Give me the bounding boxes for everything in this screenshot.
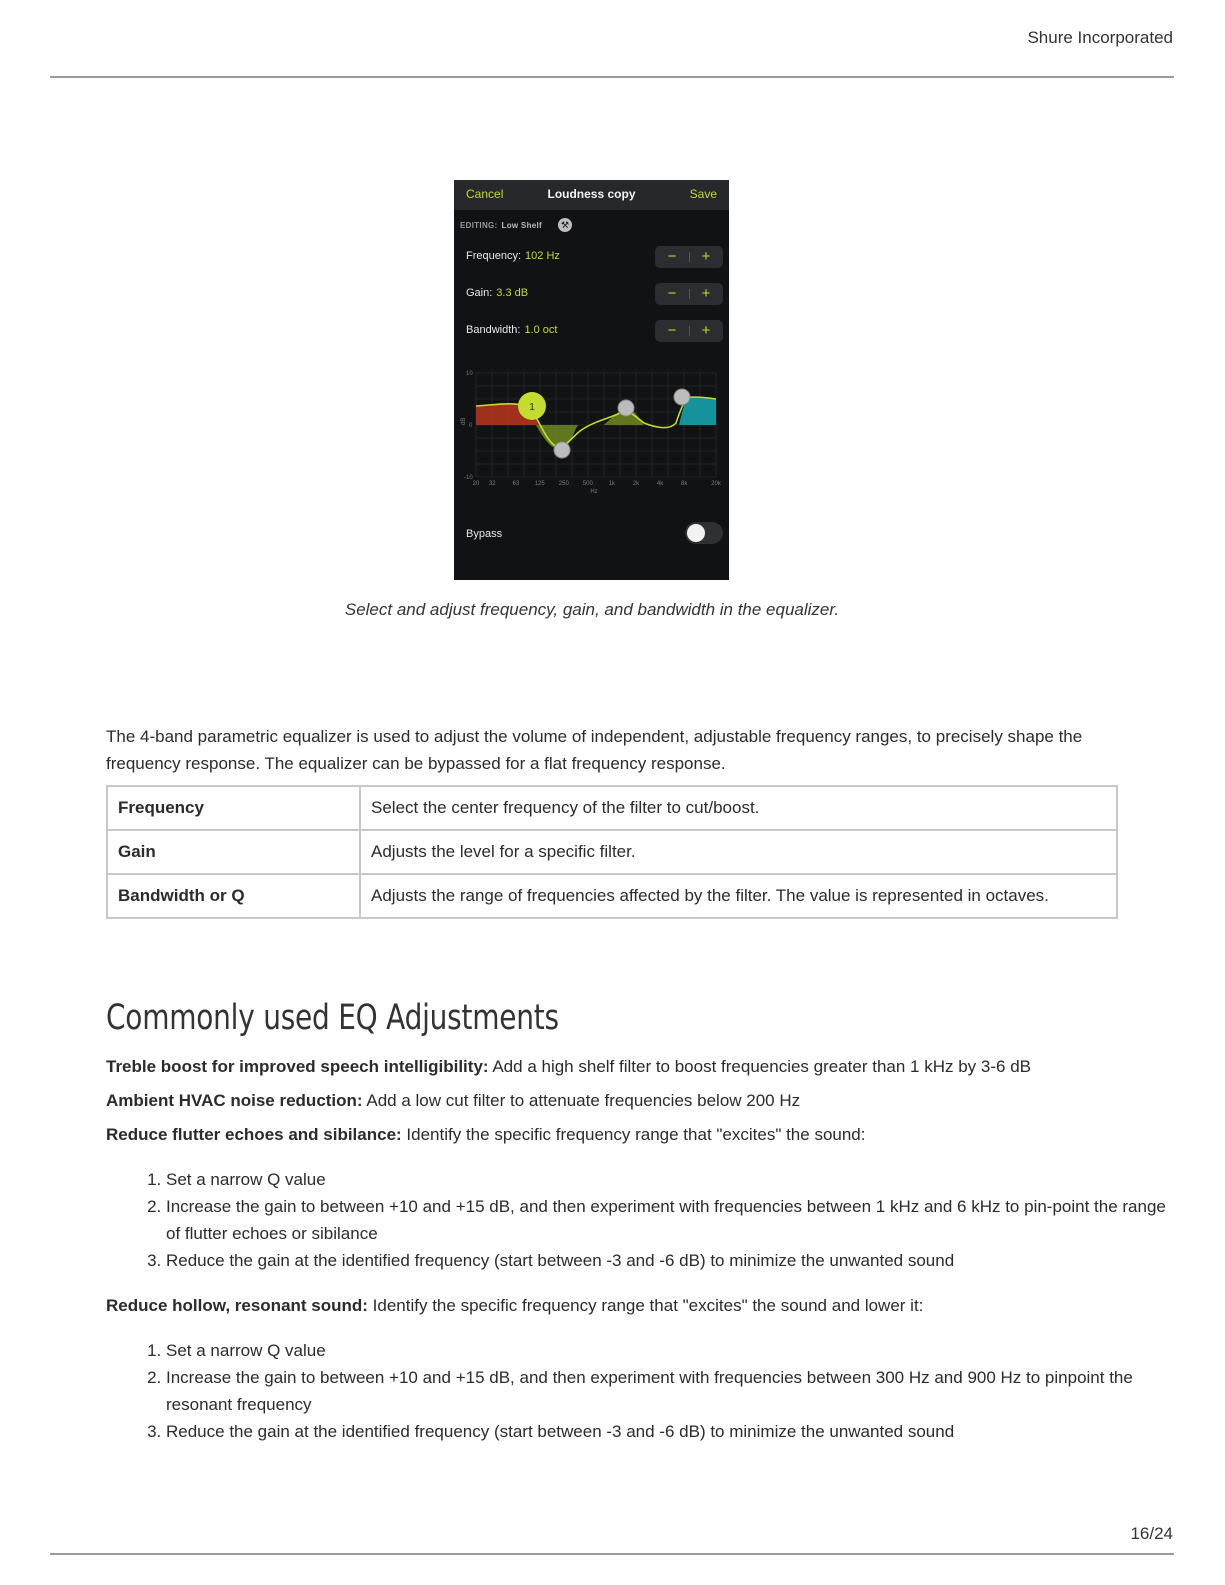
frequency-row bbox=[466, 250, 560, 262]
list-item: 2. Increase the gain to between +10 and +15 dB, and then experiment with frequencies between 1 kHz and 6 kHz to pin-point the range of flutter echoes or sibilance bbox=[166, 1193, 1176, 1247]
editing-label: EDITING: bbox=[460, 221, 498, 230]
frequency-plus-button[interactable]: + bbox=[701, 248, 711, 265]
eq-app-screenshot bbox=[454, 180, 729, 580]
save-button[interactable]: Save bbox=[689, 187, 717, 201]
hollow-steps-list bbox=[106, 1337, 1176, 1445]
table-term: Gain bbox=[107, 830, 360, 874]
figure-caption: Select and adjust frequency, gain, and bandwidth in the equalizer. bbox=[344, 600, 840, 619]
list-item: 2. Increase the gain to between +10 and +15 dB, and then experiment with frequencies between 300 Hz and 900 Hz to pinpoint the resonant frequency bbox=[166, 1364, 1176, 1418]
section-title: Commonly used EQ Adjustments bbox=[106, 998, 559, 1038]
x-axis-unit: Hz bbox=[590, 489, 598, 495]
list-item: 3. Reduce the gain at the identified frequency (start between -3 and -6 dB) to minimize the unwanted sound bbox=[166, 1418, 1176, 1445]
table-row bbox=[107, 874, 1117, 918]
page-number: 16/24 bbox=[1130, 1524, 1173, 1543]
table-term: Bandwidth or Q bbox=[107, 874, 360, 918]
adjustment-hvac bbox=[106, 1090, 1136, 1112]
preset-title: Loudness copy bbox=[547, 187, 636, 201]
adjustment-text: Add a low cut filter to attenuate frequencies below 200 Hz bbox=[362, 1091, 801, 1110]
eq-response-graph[interactable] bbox=[454, 365, 729, 500]
bandwidth-value: 1.0 oct bbox=[524, 324, 558, 336]
adjustment-text: Identify the specific frequency range that "excites" the sound: bbox=[401, 1125, 866, 1144]
bypass-toggle[interactable] bbox=[685, 522, 723, 544]
flutter-steps-list bbox=[106, 1166, 1176, 1274]
adjustment-label: Treble boost for improved speech intelligibility: bbox=[106, 1057, 489, 1076]
x-tick-label: 8k bbox=[681, 481, 688, 487]
editing-indicator bbox=[460, 221, 542, 230]
frequency-stepper bbox=[655, 246, 723, 268]
bypass-label: Bypass bbox=[466, 528, 503, 540]
table-description: Adjusts the range of frequencies affected by the filter. The value is represented in octaves. bbox=[360, 874, 1117, 918]
list-item: 1. Set a narrow Q value bbox=[166, 1337, 1176, 1364]
adjustment-label: Ambient HVAC noise reduction: bbox=[106, 1091, 363, 1110]
x-tick-label: 125 bbox=[534, 481, 545, 487]
cancel-button[interactable]: Cancel bbox=[466, 187, 504, 201]
frequency-minus-button[interactable]: − bbox=[667, 248, 677, 265]
table-description: Adjusts the level for a specific filter. bbox=[360, 830, 1117, 874]
y-axis-bottom-label: -10 bbox=[464, 475, 473, 481]
frequency-label: Frequency: bbox=[466, 250, 522, 262]
wrench-icon[interactable]: ⚒ bbox=[558, 218, 572, 232]
eq-band-4-handle[interactable] bbox=[674, 389, 690, 405]
x-tick-label: 4k bbox=[656, 481, 664, 487]
gain-stepper bbox=[655, 283, 723, 305]
toggle-knob bbox=[687, 524, 705, 542]
header-rule bbox=[50, 76, 1174, 78]
gain-label: Gain: bbox=[466, 287, 493, 299]
list-item: 3. Reduce the gain at the identified frequency (start between -3 and -6 dB) to minimize the unwanted sound bbox=[166, 1247, 1176, 1274]
gain-minus-button[interactable]: − bbox=[667, 285, 677, 302]
list-item: 1. Set a narrow Q value bbox=[166, 1166, 1176, 1193]
adjustment-treble bbox=[106, 1056, 1136, 1078]
frequency-value: 102 Hz bbox=[525, 250, 560, 262]
x-tick-label: 1k bbox=[608, 481, 616, 487]
gain-row bbox=[466, 287, 528, 299]
editing-filter-type[interactable]: Low Shelf bbox=[501, 221, 542, 230]
adjustment-hollow bbox=[106, 1295, 1136, 1317]
y-axis-top-label: 10 bbox=[466, 371, 473, 377]
bandwidth-minus-button[interactable]: − bbox=[667, 322, 677, 339]
y-axis-mid-label: 0 bbox=[469, 423, 473, 429]
x-tick-label: 250 bbox=[558, 481, 569, 487]
x-tick-label: 2k bbox=[632, 481, 640, 487]
adjustment-flutter bbox=[106, 1124, 1136, 1146]
bandwidth-row bbox=[466, 324, 557, 336]
x-axis-ticks bbox=[473, 481, 722, 487]
adjustment-text: Add a high shelf filter to boost frequencies greater than 1 kHz by 3-6 dB bbox=[488, 1057, 1031, 1076]
table-row bbox=[107, 786, 1117, 830]
table-term: Frequency bbox=[107, 786, 360, 830]
x-tick-label: 32 bbox=[488, 481, 496, 487]
x-tick-label: 20k bbox=[711, 481, 721, 487]
x-tick-label: 500 bbox=[582, 481, 593, 487]
table-row bbox=[107, 830, 1117, 874]
eq-band-2-handle[interactable] bbox=[554, 442, 570, 458]
y-axis-unit: dB bbox=[461, 417, 467, 425]
gain-plus-button[interactable]: + bbox=[701, 285, 711, 302]
adjustment-text: Identify the specific frequency range that "excites" the sound and lower it: bbox=[367, 1296, 924, 1315]
bandwidth-label: Bandwidth: bbox=[466, 324, 521, 336]
adjustment-label: Reduce flutter echoes and sibilance: bbox=[106, 1125, 402, 1144]
table-description: Select the center frequency of the filter to cut/boost. bbox=[360, 786, 1117, 830]
header-company-name: Shure Incorporated bbox=[1027, 28, 1173, 47]
bandwidth-plus-button[interactable]: + bbox=[701, 322, 711, 339]
eq-parameters-table bbox=[106, 785, 1118, 919]
eq-band-3-handle[interactable] bbox=[618, 400, 634, 416]
footer-rule bbox=[50, 1553, 1174, 1555]
gain-value: 3.3 dB bbox=[496, 287, 529, 299]
eq-nav-bar bbox=[454, 180, 729, 210]
x-tick-label: 20 bbox=[472, 481, 480, 487]
x-tick-label: 63 bbox=[512, 481, 520, 487]
adjustment-label: Reduce hollow, resonant sound: bbox=[106, 1296, 368, 1315]
eq-band-1-number: 1 bbox=[529, 402, 535, 413]
intro-paragraph: The 4-band parametric equalizer is used to adjust the volume of independent, adjustable frequency ranges, to precisely shape the frequency response. The equalizer can be bypassed for a flat frequency response. bbox=[106, 727, 1083, 773]
bandwidth-stepper bbox=[655, 320, 723, 342]
